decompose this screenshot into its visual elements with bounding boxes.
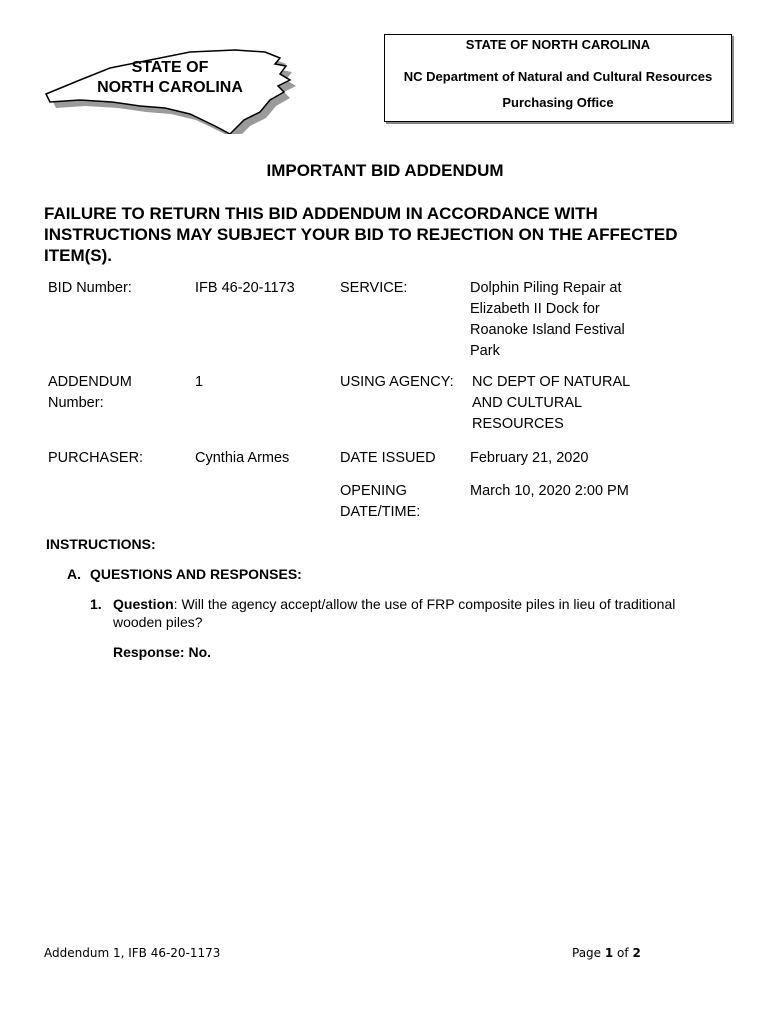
page-mid: of [613,946,633,960]
agency-value [472,372,630,435]
opening-label-line: OPENING [340,483,407,499]
header-line-3: Purchasing Office [502,95,614,110]
service-value-line: Dolphin Piling Repair at [470,280,622,296]
page-current: 1 [604,946,614,960]
page-title: IMPORTANT BID ADDENDUM [266,161,504,180]
page-prefix: Page [572,946,605,960]
addendum-label [48,372,132,414]
warning-line-1: FAILURE TO RETURN THIS BID ADDENDUM IN ACCORDANCE WITH [44,204,598,223]
addendum-label-line: Number: [48,395,104,411]
warning-line-3: ITEM(S). [44,246,112,265]
service-label: SERVICE: [340,280,408,296]
section-letter: A. [67,566,81,582]
header-box [384,34,732,122]
header-line-2: NC Department of Natural and Cultural Resources [403,69,713,84]
header-line-1: STATE OF NORTH CAROLINA [465,37,651,52]
opening-label [340,481,420,523]
date-issued-label: DATE ISSUED [340,450,436,466]
purchaser-label: PURCHASER: [48,450,144,466]
response-text: Response: No. [113,644,212,660]
question-label: Question [113,596,174,612]
service-value-line: Park [470,343,500,359]
addendum-value: 1 [195,374,204,390]
purchaser-value: Cynthia Armes [195,450,290,466]
footer-left: Addendum 1, IFB 46-20-1173 [44,946,221,960]
state-logo [40,42,300,134]
bid-number-value: IFB 46-20-1173 [195,280,295,296]
page-indicator [572,946,641,960]
question-line-1 [113,596,675,612]
addendum-label-line: ADDENDUM [48,374,132,390]
page-total: 2 [632,946,641,960]
question-number: 1. [90,596,102,612]
warning-line-2: INSTRUCTIONS MAY SUBJECT YOUR BID TO REJECTION ON THE AFFECTED [44,225,678,244]
date-issued-value: February 21, 2020 [470,450,589,466]
agency-value-line: AND CULTURAL [472,395,583,411]
agency-value-line: NC DEPT OF NATURAL [472,374,631,390]
question-line-2: wooden piles? [113,614,203,630]
section-title: QUESTIONS AND RESPONSES: [90,566,302,582]
agency-value-line: RESOURCES [472,416,564,432]
service-value-line: Roanoke Island Festival [470,322,625,338]
bid-number-label: BID Number: [48,280,132,296]
opening-label-line: DATE/TIME: [340,504,421,520]
service-value [470,278,625,362]
service-value-line: Elizabeth II Dock for [470,301,600,317]
question-text: : Will the agency accept/allow the use of FRP composite piles in lieu of traditional [173,596,676,612]
logo-line-1: STATE OF [131,59,209,76]
instructions-heading: INSTRUCTIONS: [46,536,156,552]
opening-value: March 10, 2020 2:00 PM [470,483,629,499]
agency-label: USING AGENCY: [340,374,454,390]
logo-line-2: NORTH CAROLINA [97,79,243,96]
